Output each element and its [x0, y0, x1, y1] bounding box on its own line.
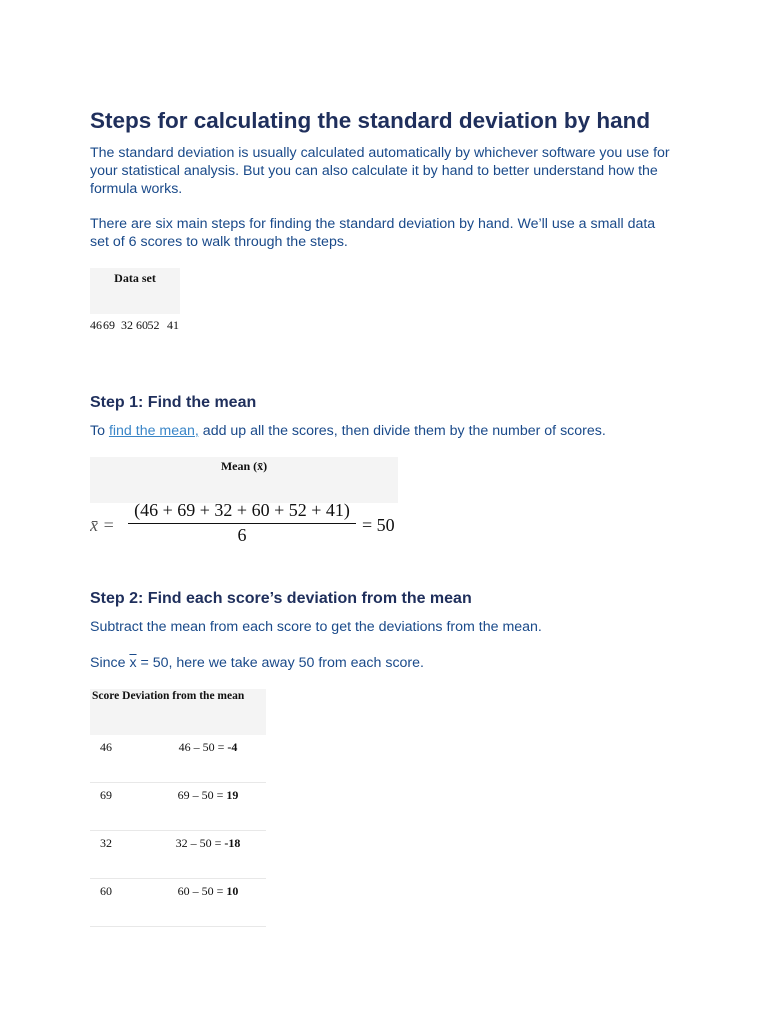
deviation-table-header — [90, 689, 266, 735]
deviation-cell — [150, 788, 266, 803]
step-1-text-after: add up all the scores, then divide them by the number of scores. — [198, 423, 606, 439]
intro-paragraph-1: The standard deviation is usually calculated automatically by whichever software you use for your statistical analysis. But you can also calculate it by hand to better understand how the formula works. — [90, 145, 670, 197]
dataset-table-header: Data set — [90, 268, 180, 314]
mean-formula — [90, 500, 398, 550]
table-row — [90, 879, 266, 927]
deviation-result: 19 — [226, 788, 239, 802]
score-cell: 60 — [100, 884, 112, 898]
step-2-text-after: = 50, here we take away 50 from each score. — [136, 655, 424, 671]
score-cell: 69 — [100, 788, 112, 802]
deviation-cell — [150, 740, 266, 755]
dataset-value-6: 41 — [167, 318, 179, 332]
step-1-text-before: To — [90, 423, 109, 439]
page-title: Steps for calculating the standard deviation by hand — [90, 108, 651, 133]
deviation-result: -4 — [227, 740, 238, 754]
deviation-cell — [150, 836, 266, 851]
mean-table-header: Mean (x̄) — [90, 457, 398, 503]
deviation-result: 10 — [226, 884, 239, 898]
dataset-value-4: 60 — [136, 318, 148, 332]
formula-numerator: (46 + 69 + 32 + 60 + 52 + 41) — [128, 500, 356, 524]
step-1-paragraph — [90, 422, 670, 440]
step-2-paragraph-1: Subtract the mean from each score to get the deviations from the mean. — [90, 619, 542, 635]
formula-rhs: = 50 — [362, 515, 395, 535]
step-2-paragraph-2 — [90, 654, 670, 672]
intro-paragraph-2: There are six main steps for finding the standard deviation by hand. We’ll use a small data set of 6 scores to walk through the steps. — [90, 216, 656, 250]
score-cell: 46 — [100, 740, 112, 754]
step-2-heading: Step 2: Find each score’s deviation from the mean — [90, 590, 472, 607]
table-row — [90, 831, 266, 879]
deviation-column-header: Deviation from the mean — [122, 690, 245, 702]
formula-denominator: 6 — [237, 525, 247, 545]
step-2-text-before: Since — [90, 655, 130, 671]
dataset-value-5: 52 — [147, 318, 160, 332]
deviation-expression: 32 – 50 = — [175, 836, 225, 850]
step-1-heading: Step 1: Find the mean — [90, 394, 257, 411]
deviation-expression: 46 – 50 = — [178, 740, 228, 754]
dataset-value-1: 46 — [90, 318, 102, 332]
deviation-result: -18 — [224, 836, 241, 850]
deviation-expression: 69 – 50 = — [177, 788, 227, 802]
table-row — [90, 735, 266, 783]
formula-fraction — [128, 500, 356, 546]
table-row — [90, 783, 266, 831]
score-cell: 32 — [100, 836, 112, 850]
dataset-value-3: 32 — [121, 318, 133, 332]
score-column-header: Score — [92, 690, 120, 702]
find-the-mean-link[interactable]: find the mean, — [108, 423, 199, 439]
deviation-cell — [150, 884, 266, 899]
x-bar-symbol: $\overline{x}$ — [129, 655, 137, 671]
deviation-expression: 60 – 50 = — [177, 884, 227, 898]
formula-lhs: x̄ = — [90, 515, 115, 535]
dataset-value-2: 69 — [103, 318, 115, 332]
